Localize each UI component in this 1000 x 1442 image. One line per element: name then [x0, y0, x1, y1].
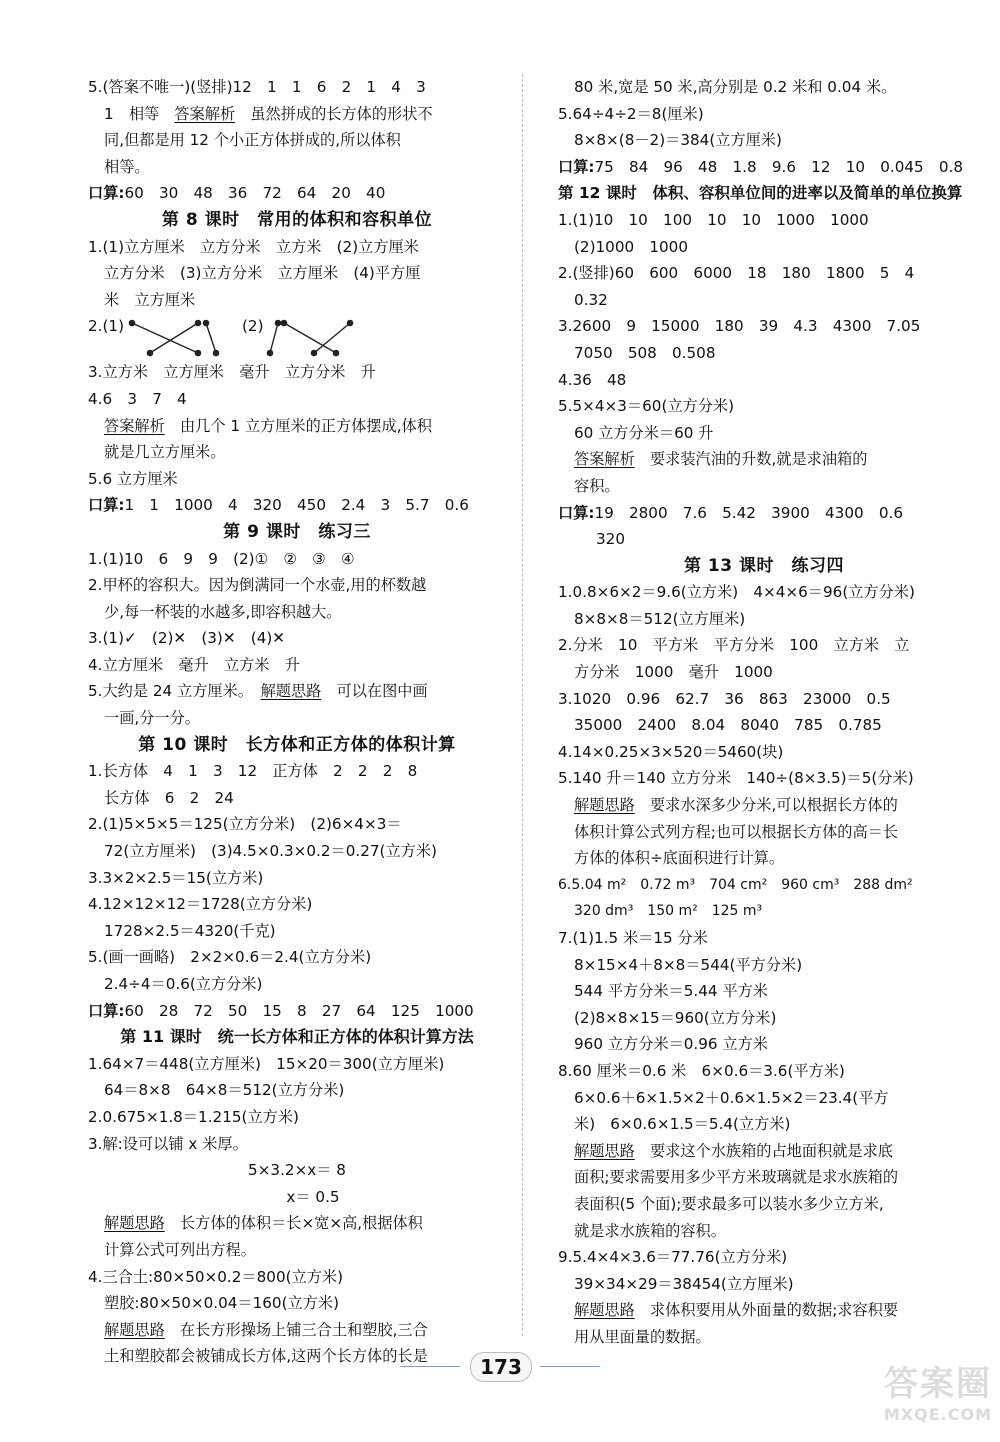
answer-line: 同,但都是用 12 个小正方体拼成的,所以体积 — [104, 131, 401, 150]
thinking-label: 解题思路 — [104, 1214, 165, 1233]
page-number: 173 — [470, 1352, 532, 1382]
answer-analysis-label: 答案解析 — [174, 104, 236, 123]
lesson-heading-10: 第 10 课时 长方体和正方体的体积计算 — [138, 734, 456, 755]
kousuan-values: 1 1 1000 4 320 450 2.4 3 5.7 0.6 — [124, 496, 469, 515]
answer-line: 少,每一杯装的水越多,即容积越大。 — [104, 602, 342, 621]
column-divider — [522, 74, 523, 1336]
answer-line — [558, 446, 970, 473]
answer-line: (2)8×8×15＝960(立方分米) — [574, 1008, 777, 1027]
page-number-ornament — [400, 1346, 600, 1386]
question-number: 2.(1) — [88, 317, 125, 336]
ornament-line-left — [400, 1366, 460, 1367]
answer-line: 3.3×2×2.5＝15(立方米) — [88, 868, 264, 887]
answer-line: 1.(1)立方厘米 立方分米 立方米 (2)立方厘米 — [88, 237, 419, 256]
answer-line: 8×8×(8－2)＝384(立方厘米) — [574, 131, 782, 150]
answer-line: 6.5.04 m² 0.72 m³ 704 cm² 960 cm³ 288 dm² — [558, 876, 913, 893]
answer-text: 在长方形操场上铺三合土和塑胶,三合 — [179, 1320, 428, 1339]
answer-line: 表面积(5 个面);要求最多可以装水多少立方米, — [574, 1194, 884, 1213]
answer-line: 5.(答案不唯一)(竖排)12 1 1 6 2 1 4 3 — [88, 78, 426, 96]
lesson-heading-9: 第 9 课时 练习三 — [223, 521, 371, 542]
answer-line — [88, 1210, 506, 1237]
lesson-heading-12: 第 12 课时 体积、容积单位间的进率以及简单的单位换算 — [558, 184, 963, 203]
kousuan-label: 口算: — [88, 496, 125, 515]
answer-line: 3.立方米 立方厘米 毫升 立方分米 升 — [88, 363, 376, 382]
answer-analysis-label: 答案解析 — [574, 450, 635, 469]
answer-line: 5.6 立方厘米 — [88, 469, 178, 488]
answer-text: 要求这个水族箱的占地面积就是求底 — [649, 1141, 893, 1160]
answer-line: 土和塑胶都会被铺成长方体,这两个长方体的长是 — [104, 1347, 428, 1366]
answer-analysis-label: 答案解析 — [104, 416, 165, 435]
kousuan-values: 60 30 48 36 72 64 20 40 — [124, 184, 386, 203]
matching-lines — [88, 313, 506, 359]
kousuan-line — [88, 998, 506, 1025]
answer-line: 8.60 厘米＝0.6 米 6×0.6＝3.6(平方米) — [558, 1061, 845, 1080]
answer-line: 5.140 升＝140 立方分米 140÷(8×3.5)＝5(分米) — [558, 769, 914, 788]
answer-line: 7050 508 0.508 — [574, 343, 716, 362]
thinking-label: 解题思路 — [104, 1320, 165, 1339]
answer-line: 4.14×0.25×3×520＝5460(块) — [558, 742, 784, 761]
answer-text: 长方体的体积＝长×宽×高,根据体积 — [179, 1214, 423, 1233]
answer-text: 要求水深多少分米,可以根据长方体的 — [649, 796, 898, 815]
answer-line: 3.1020 0.96 62.7 36 863 23000 0.5 — [558, 689, 891, 708]
answer-line: 5.64÷4÷2＝8(厘米) — [558, 104, 704, 123]
kousuan-line — [88, 180, 506, 207]
kousuan-line: 320 — [596, 530, 625, 549]
kousuan-line — [558, 154, 970, 181]
answer-line: 4.36 48 — [558, 370, 627, 389]
answer-line: 1.64×7＝448(立方厘米) 15×20＝300(立方厘米) — [88, 1054, 445, 1073]
answer-line: 1.0.8×6×2＝9.6(立方米) 4×4×6＝96(立方分米) — [558, 583, 915, 602]
answer-text: 由几个 1 立方厘米的正方体摆成,体积 — [179, 416, 432, 435]
answer-line — [88, 413, 506, 440]
answer-line: 4.12×12×12＝1728(立方分米) — [88, 895, 313, 914]
answer-line: 2.甲杯的容积大。因为倒满同一个水壶,用的杯数越 — [88, 576, 427, 595]
answer-line — [558, 792, 970, 819]
answer-line: 960 立方分米＝0.96 立方米 — [574, 1035, 768, 1054]
thinking-label: 解题思路 — [574, 1141, 635, 1160]
answer-line: 6×0.6＋6×1.5×2＋0.6×1.5×2＝23.4(平方 — [574, 1088, 889, 1107]
kousuan-label: 口算: — [558, 503, 595, 522]
answer-line: 4.6 3 7 4 — [88, 389, 187, 408]
answer-line: 3.2600 9 15000 180 39 4.3 4300 7.05 — [558, 317, 921, 336]
answer-line: 80 米,宽是 50 米,高分别是 0.2 米和 0.04 米。 — [574, 78, 897, 96]
answer-line: 方分米 1000 毫升 1000 — [574, 663, 773, 682]
kousuan-values: 75 84 96 48 1.8 9.6 12 10 0.045 0.8 — [594, 157, 964, 176]
answer-line: 一画,分一分。 — [104, 709, 200, 728]
answer-text: 虽然拼成的长方体的形状不 — [250, 104, 433, 123]
answer-line: 相等。 — [104, 157, 150, 176]
answer-line: 35000 2400 8.04 8040 785 0.785 — [574, 716, 882, 735]
kousuan-label: 口算: — [88, 1001, 125, 1020]
answer-line: 5.5×4×3＝60(立方分米) — [558, 397, 735, 416]
answer-line: 544 平方分米＝5.44 平方米 — [574, 982, 768, 1001]
watermark — [852, 1356, 992, 1436]
answer-line: 2.4÷4＝0.6(立方分米) — [104, 975, 263, 993]
answer-line: 72(立方厘米) (3)4.5×0.3×0.2＝0.27(立方米) — [104, 842, 437, 861]
watermark-url: MXQE.COM — [883, 1405, 992, 1424]
answer-line: 计算公式可列出方程。 — [104, 1240, 256, 1259]
lesson-heading-8: 第 8 课时 常用的体积和容积单位 — [161, 209, 433, 230]
thinking-label: 解题思路 — [574, 796, 635, 815]
answer-line: 2.分米 10 平方米 平方分米 100 立方米 立 — [558, 636, 910, 655]
answer-line — [558, 1138, 970, 1165]
answer-line — [88, 1317, 506, 1344]
ornament-line-right — [540, 1366, 600, 1367]
question-number: (2) — [242, 317, 264, 336]
answer-line: 8×15×4＋8×8＝544(平方分米) — [574, 955, 803, 974]
answer-text: 要求装汽油的升数,就是求油箱的 — [649, 450, 868, 469]
answer-line: 米 立方厘米 — [104, 290, 196, 309]
answer-line: 60 立方分米＝60 升 — [574, 423, 714, 442]
answer-line: 0.32 — [574, 290, 608, 309]
answer-line: 2.(竖排)60 600 6000 18 180 1800 5 4 — [558, 264, 915, 283]
kousuan-label: 口算: — [88, 184, 125, 203]
answer-line: 3.解:设可以铺 x 米厚。 — [88, 1134, 248, 1153]
left-column — [88, 74, 506, 1370]
answer-line: 4.立方厘米 毫升 立方米 升 — [88, 655, 300, 674]
answer-line: 长方体 6 2 24 — [104, 788, 234, 807]
thinking-label: 解题思路 — [260, 682, 322, 701]
kousuan-values: 19 2800 7.6 5.42 3900 4300 0.6 — [594, 503, 903, 522]
answer-line: 5.(画一画略) 2×2×0.6＝2.4(立方分米) — [88, 948, 372, 967]
answer-line: 面积;要求需要用多少平方米玻璃就是求水族箱的 — [574, 1168, 899, 1187]
answer-line: 容积。 — [574, 476, 620, 495]
answer-line — [88, 101, 506, 128]
kousuan-label: 口算: — [558, 157, 595, 176]
answer-line: 320 dm³ 150 m² 125 m³ — [574, 903, 763, 920]
answer-line: 用从里面量的数据。 — [574, 1327, 711, 1346]
answer-line: 方体的体积÷底面积进行计算。 — [574, 849, 785, 868]
answer-line — [88, 678, 506, 705]
answer-text: 5.大约是 24 立方厘米。 — [88, 682, 246, 701]
answer-line: 1.长方体 4 1 3 12 正方体 2 2 2 8 — [88, 762, 418, 781]
thinking-label: 解题思路 — [574, 1301, 635, 1320]
equation-line: x＝ 0.5 — [286, 1187, 340, 1206]
kousuan-values: 60 28 72 50 15 8 27 64 125 1000 — [124, 1001, 474, 1020]
answer-line: 1728×2.5＝4320(千克) — [104, 921, 276, 940]
answer-line — [558, 1297, 970, 1324]
answer-line: 2.0.675×1.8＝1.215(立方米) — [88, 1107, 299, 1126]
answer-line: 8×8×8＝512(立方厘米) — [574, 609, 746, 628]
answer-line: 4.三合土:80×50×0.2＝800(立方米) — [88, 1267, 344, 1286]
answer-line: 39×34×29＝38454(立方厘米) — [574, 1274, 794, 1293]
equation-line: 5×3.2×x＝ 8 — [248, 1161, 346, 1180]
watermark-text: 答案圈 — [884, 1364, 992, 1404]
lesson-heading-13: 第 13 课时 练习四 — [684, 555, 844, 576]
lesson-heading-11: 第 11 课时 统一长方体和正方体的体积计算方法 — [120, 1027, 474, 1047]
answer-line: 3.(1)✓ (2)✕ (3)✕ (4)✕ — [88, 629, 286, 648]
answer-text: 求体积要用从外面量的数据;求容积要 — [649, 1301, 899, 1320]
answer-line: 米) 6×0.6×1.5＝5.4(立方米) — [574, 1115, 791, 1134]
answer-line: 体积计算公式列方程;也可以根据长方体的高＝长 — [574, 822, 899, 841]
answer-line: 64＝8×8 64×8＝512(立方分米) — [104, 1081, 345, 1100]
answer-line: 1.(1)10 10 100 10 10 1000 1000 — [558, 210, 869, 229]
answer-line: 塑胶:80×50×0.04＝160(立方米) — [104, 1294, 339, 1313]
answer-line: (2)1000 1000 — [574, 237, 689, 256]
answer-line: 7.(1)1.5 米＝15 分米 — [558, 929, 708, 947]
answer-line: 9.5.4×4×3.6＝77.76(立方分米) — [558, 1248, 788, 1267]
answer-text: 可以在图中画 — [336, 682, 428, 701]
matching-diagram — [88, 313, 506, 359]
right-column — [558, 74, 970, 1351]
answer-line: 就是几立方厘米。 — [104, 443, 226, 462]
answer-text: 1 相等 — [104, 104, 175, 123]
kousuan-line — [558, 500, 970, 527]
answer-line: 立方分米 (3)立方分米 立方厘米 (4)平方厘 — [104, 264, 421, 283]
answer-line: 1.(1)10 6 9 9 (2)① ② ③ ④ — [88, 549, 355, 568]
kousuan-line — [88, 492, 506, 519]
answer-line: 就是求水族箱的容积。 — [574, 1221, 726, 1240]
answer-line: 2.(1)5×5×5＝125(立方分米) (2)6×4×3＝ — [88, 815, 402, 834]
